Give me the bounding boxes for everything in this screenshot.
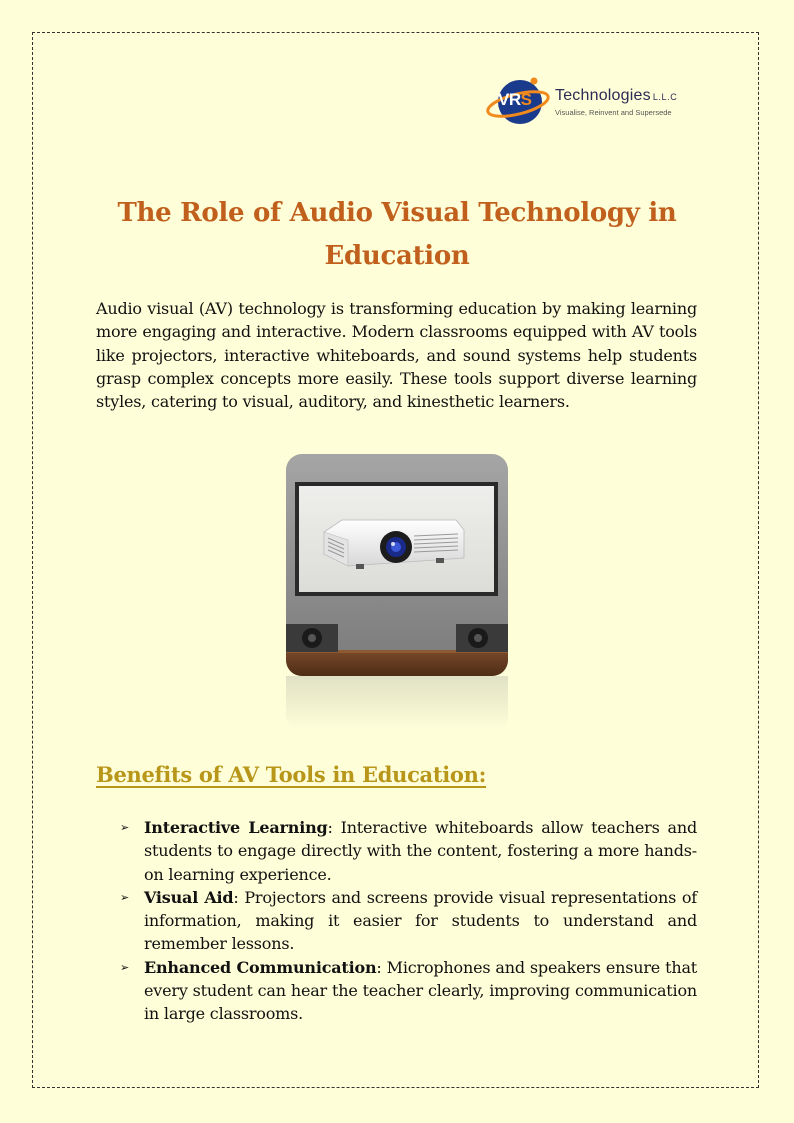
intro-paragraph: Audio visual (AV) technology is transforming education by making learning more engaging and interactive. Modern classrooms equipped with AV tools like projectors, interactive whiteboards, and sound systems help students grasp complex concepts more easily. These tools support diverse learning styles, catering to visual, auditory, and kinesthetic learners. (96, 299, 697, 412)
benefit-term: Enhanced Communication (144, 957, 377, 977)
list-item (96, 886, 697, 956)
logo-tagline: Visualise, Reinvent and Supersede (555, 108, 672, 117)
logo-company-suffix: L.L.C (652, 92, 678, 102)
company-logo (486, 74, 701, 130)
benefit-term: Interactive Learning (144, 818, 328, 837)
benefit-text: : Projectors and screens provide visual representations of information, making it easier for students to understand and remember lessons. (144, 887, 697, 954)
projector-photo (286, 454, 508, 676)
arrow-bullet-icon: ➢ (120, 960, 130, 974)
right-speaker-icon (456, 624, 508, 652)
photo-reflection (286, 676, 508, 730)
benefit-text: : Interactive whiteboards allow teachers and students to engage directly with the content, fostering a more hands-on learning experience. (144, 818, 697, 884)
list-item (96, 816, 697, 886)
arrow-bullet-icon: ➢ (120, 890, 130, 904)
benefit-text: : Microphones and speakers ensure that every student can hear the teacher clearly, improving communication in large classrooms. (144, 957, 698, 1024)
page-title: The Role of Audio Visual Technology in Education (117, 198, 677, 271)
logo-monogram: VRS (498, 90, 532, 109)
benefits-heading: Benefits of AV Tools in Education: (96, 762, 487, 787)
projector-icon (324, 520, 464, 569)
logo-company-name: Technologies L.L.C (555, 87, 678, 104)
arrow-bullet-icon: ➢ (120, 821, 130, 834)
left-speaker-icon (286, 624, 338, 652)
benefit-term: Visual Aid (144, 887, 234, 907)
list-item (96, 956, 697, 1026)
benefits-list (96, 816, 697, 1026)
